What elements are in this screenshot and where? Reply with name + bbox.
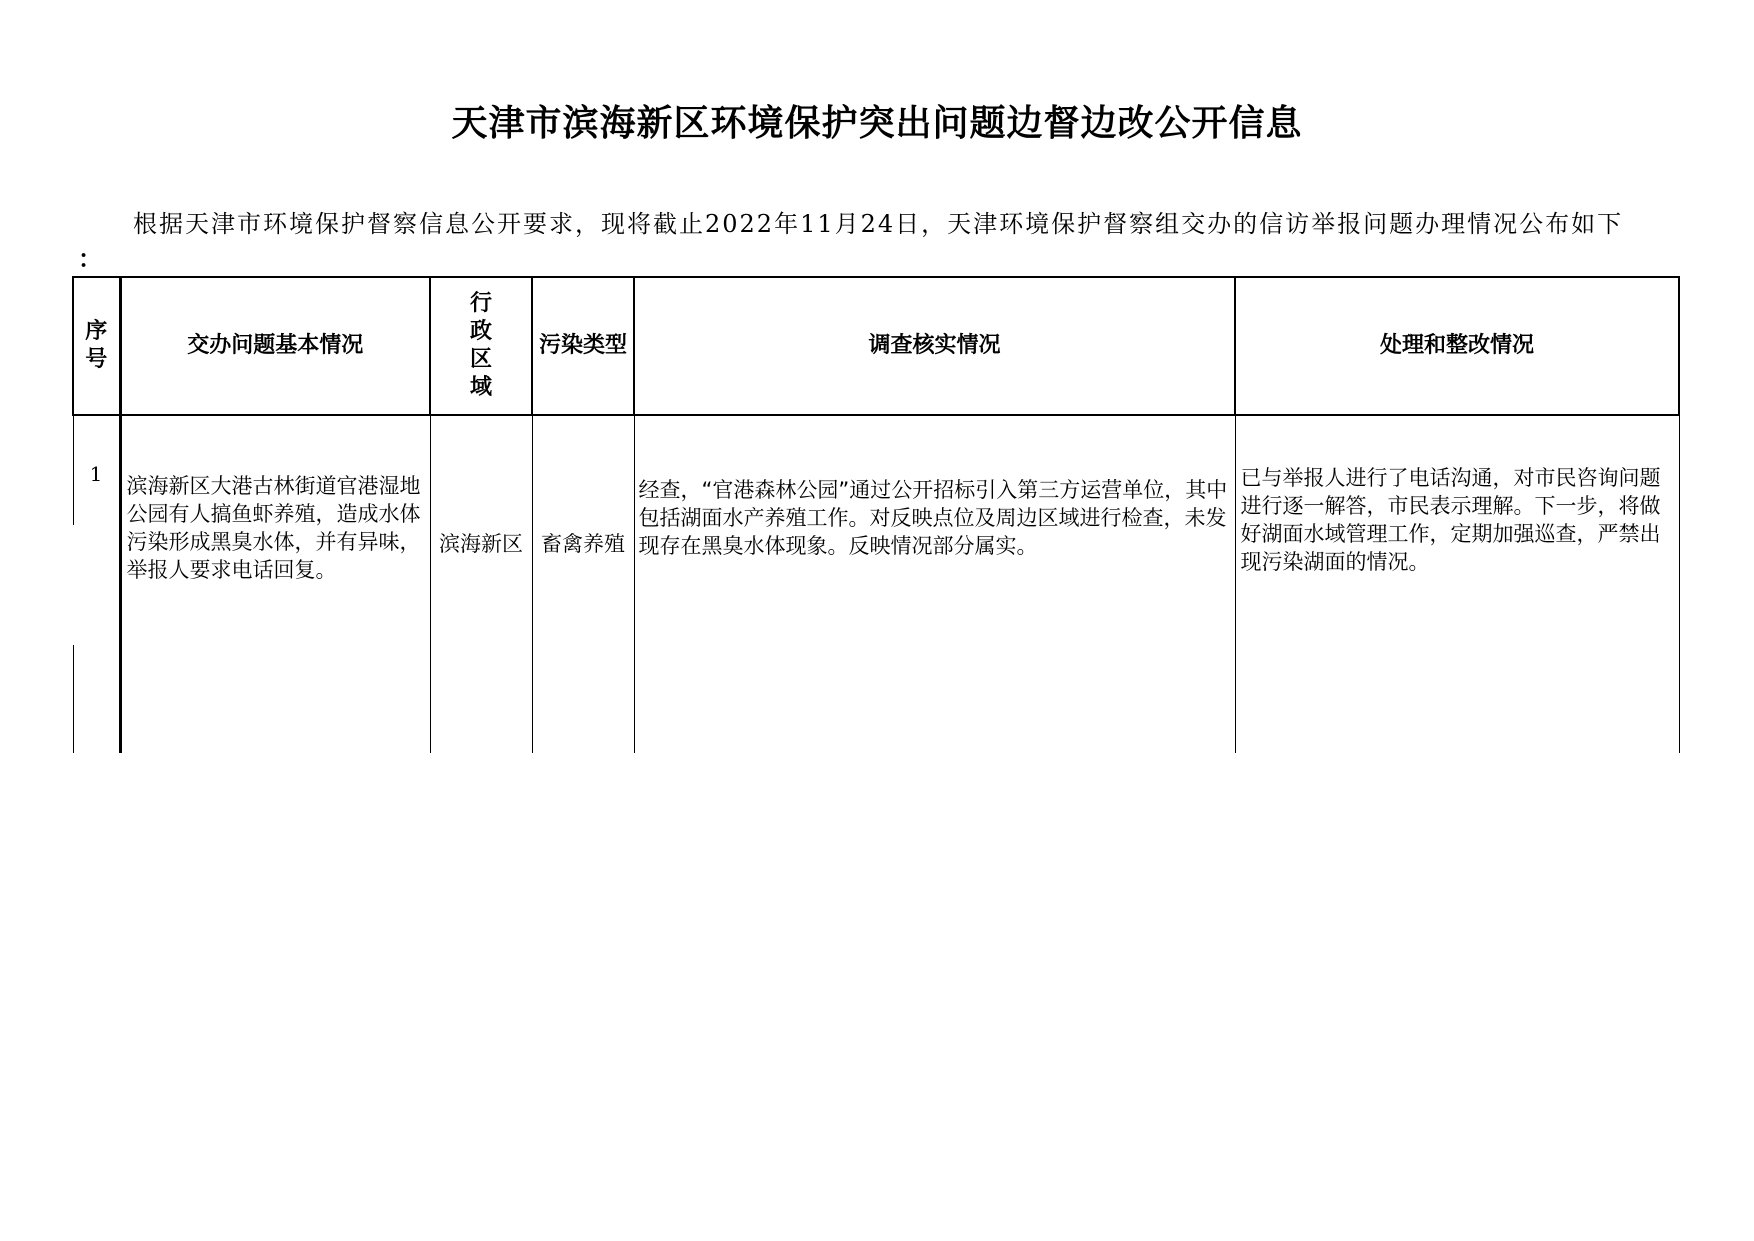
header-rectification: 处理和整改情况 — [1235, 277, 1679, 415]
cell-region: 滨海新区 — [430, 415, 532, 753]
cell-pollution-type: 畜禽养殖 — [532, 415, 634, 753]
disclosure-table-container — [72, 276, 1678, 641]
header-pollution-type: 污染类型 — [532, 277, 634, 415]
intro-paragraph: 根据天津市环境保护督察信息公开要求，现将截止2022年11月24日，天津环境保护督察组交办的信访举报问题办理情况公布如下 — [133, 210, 1624, 238]
cell-seq: 1 — [73, 415, 120, 753]
intro-colon: ： — [78, 244, 102, 273]
disclosure-table — [72, 276, 1680, 753]
cell-basic-info: 滨海新区大港古林街道官港湿地公园有人搞鱼虾养殖，造成水体污染形成黑臭水体，并有异味，举报人要求电话回复。 — [120, 415, 430, 753]
document-title: 天津市滨海新区环境保护突出问题边督边改公开信息 — [451, 103, 1303, 144]
header-investigation: 调查核实情况 — [634, 277, 1235, 415]
header-seq: 序 号 — [73, 277, 120, 415]
table-row — [73, 415, 1679, 753]
border-gap — [72, 525, 78, 645]
header-region: 行 政 区 域 — [430, 277, 532, 415]
cell-investigation: 经查，“官港森林公园”通过公开招标引入第三方运营单位，其中包括湖面水产养殖工作。对反映点位及周边区域进行检查，未发现存在黑臭水体现象。反映情况部分属实。 — [634, 415, 1235, 753]
cell-rectification: 已与举报人进行了电话沟通，对市民咨询问题进行逐一解答，市民表示理解。下一步，将做好湖面水域管理工作，定期加强巡查，严禁出现污染湖面的情况。 — [1235, 415, 1679, 753]
table-header-row — [73, 277, 1679, 415]
header-basic-info: 交办问题基本情况 — [120, 277, 430, 415]
